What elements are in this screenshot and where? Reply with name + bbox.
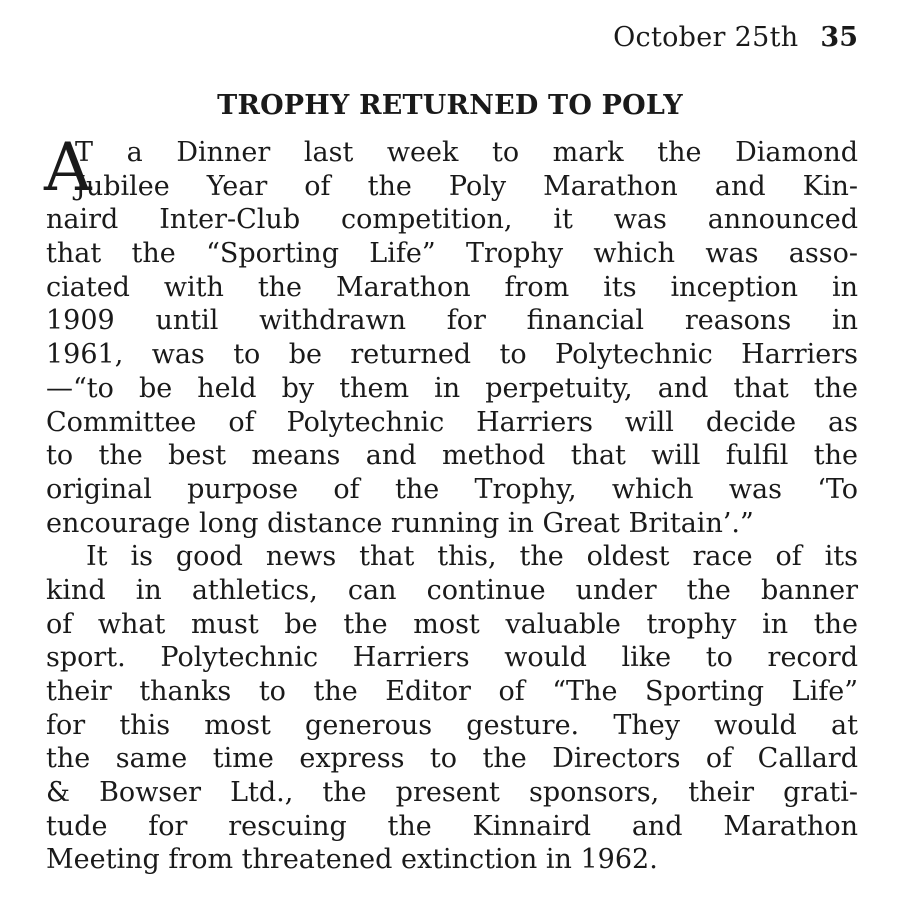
article-line: Committee of Polytechnic Harriers will decide as [46,406,858,438]
article-line: Meeting from threatened extinction in 1962. [46,844,658,876]
article-line: tude for rescuing the Kinnaird and Marathon [46,810,858,842]
article-line: & Bowser Ltd., the present sponsors, their grati- [46,777,858,809]
page-header [613,18,858,58]
drop-cap: A [44,129,92,206]
article-body [44,129,858,877]
article-line: 1961, was to be returned to Polytechnic Harriers [46,339,858,371]
article-line: for this most generous gesture. They would at [46,709,858,741]
article-line: their thanks to the Editor of “The Sporting Life” [46,676,858,707]
article-line: that the “Sporting Life” Trophy which was asso- [46,238,858,270]
article-headline: TROPHY RETURNED TO POLY [217,90,683,121]
paragraph-1 [44,129,858,540]
article-line: kind in athletics, can continue under the banner [46,574,858,606]
article-line: Jubilee Year of the Poly Marathon and Kin- [75,170,858,202]
article-line: original purpose of the Trophy, which was ‘To [46,473,858,505]
article-line: —“to be held by them in perpetuity, and that the [46,372,858,404]
paragraph-2 [46,540,858,877]
article-line: 1909 until withdrawn for financial reasons in [46,305,858,337]
article-line: sport. Polytechnic Harriers would like to record [46,642,858,674]
article-line: to the best means and method that will fulfil the [46,440,858,472]
line-text: T a Dinner last week to mark the Diamond [75,137,858,168]
issue-date: October 25th [613,22,799,53]
article-line: naird Inter-Club competition, it was announced [46,204,858,236]
article-line: of what must be the most valuable trophy in the [46,608,858,640]
page-number: 35 [820,22,858,53]
article-line: encourage long distance running in Great Britain’.” [46,507,754,539]
article-line: It is good news that this, the oldest race of its [86,541,858,573]
article-line: the same time express to the Directors of Callard [46,743,858,775]
article-line: ciated with the Marathon from its inception in [46,271,858,303]
